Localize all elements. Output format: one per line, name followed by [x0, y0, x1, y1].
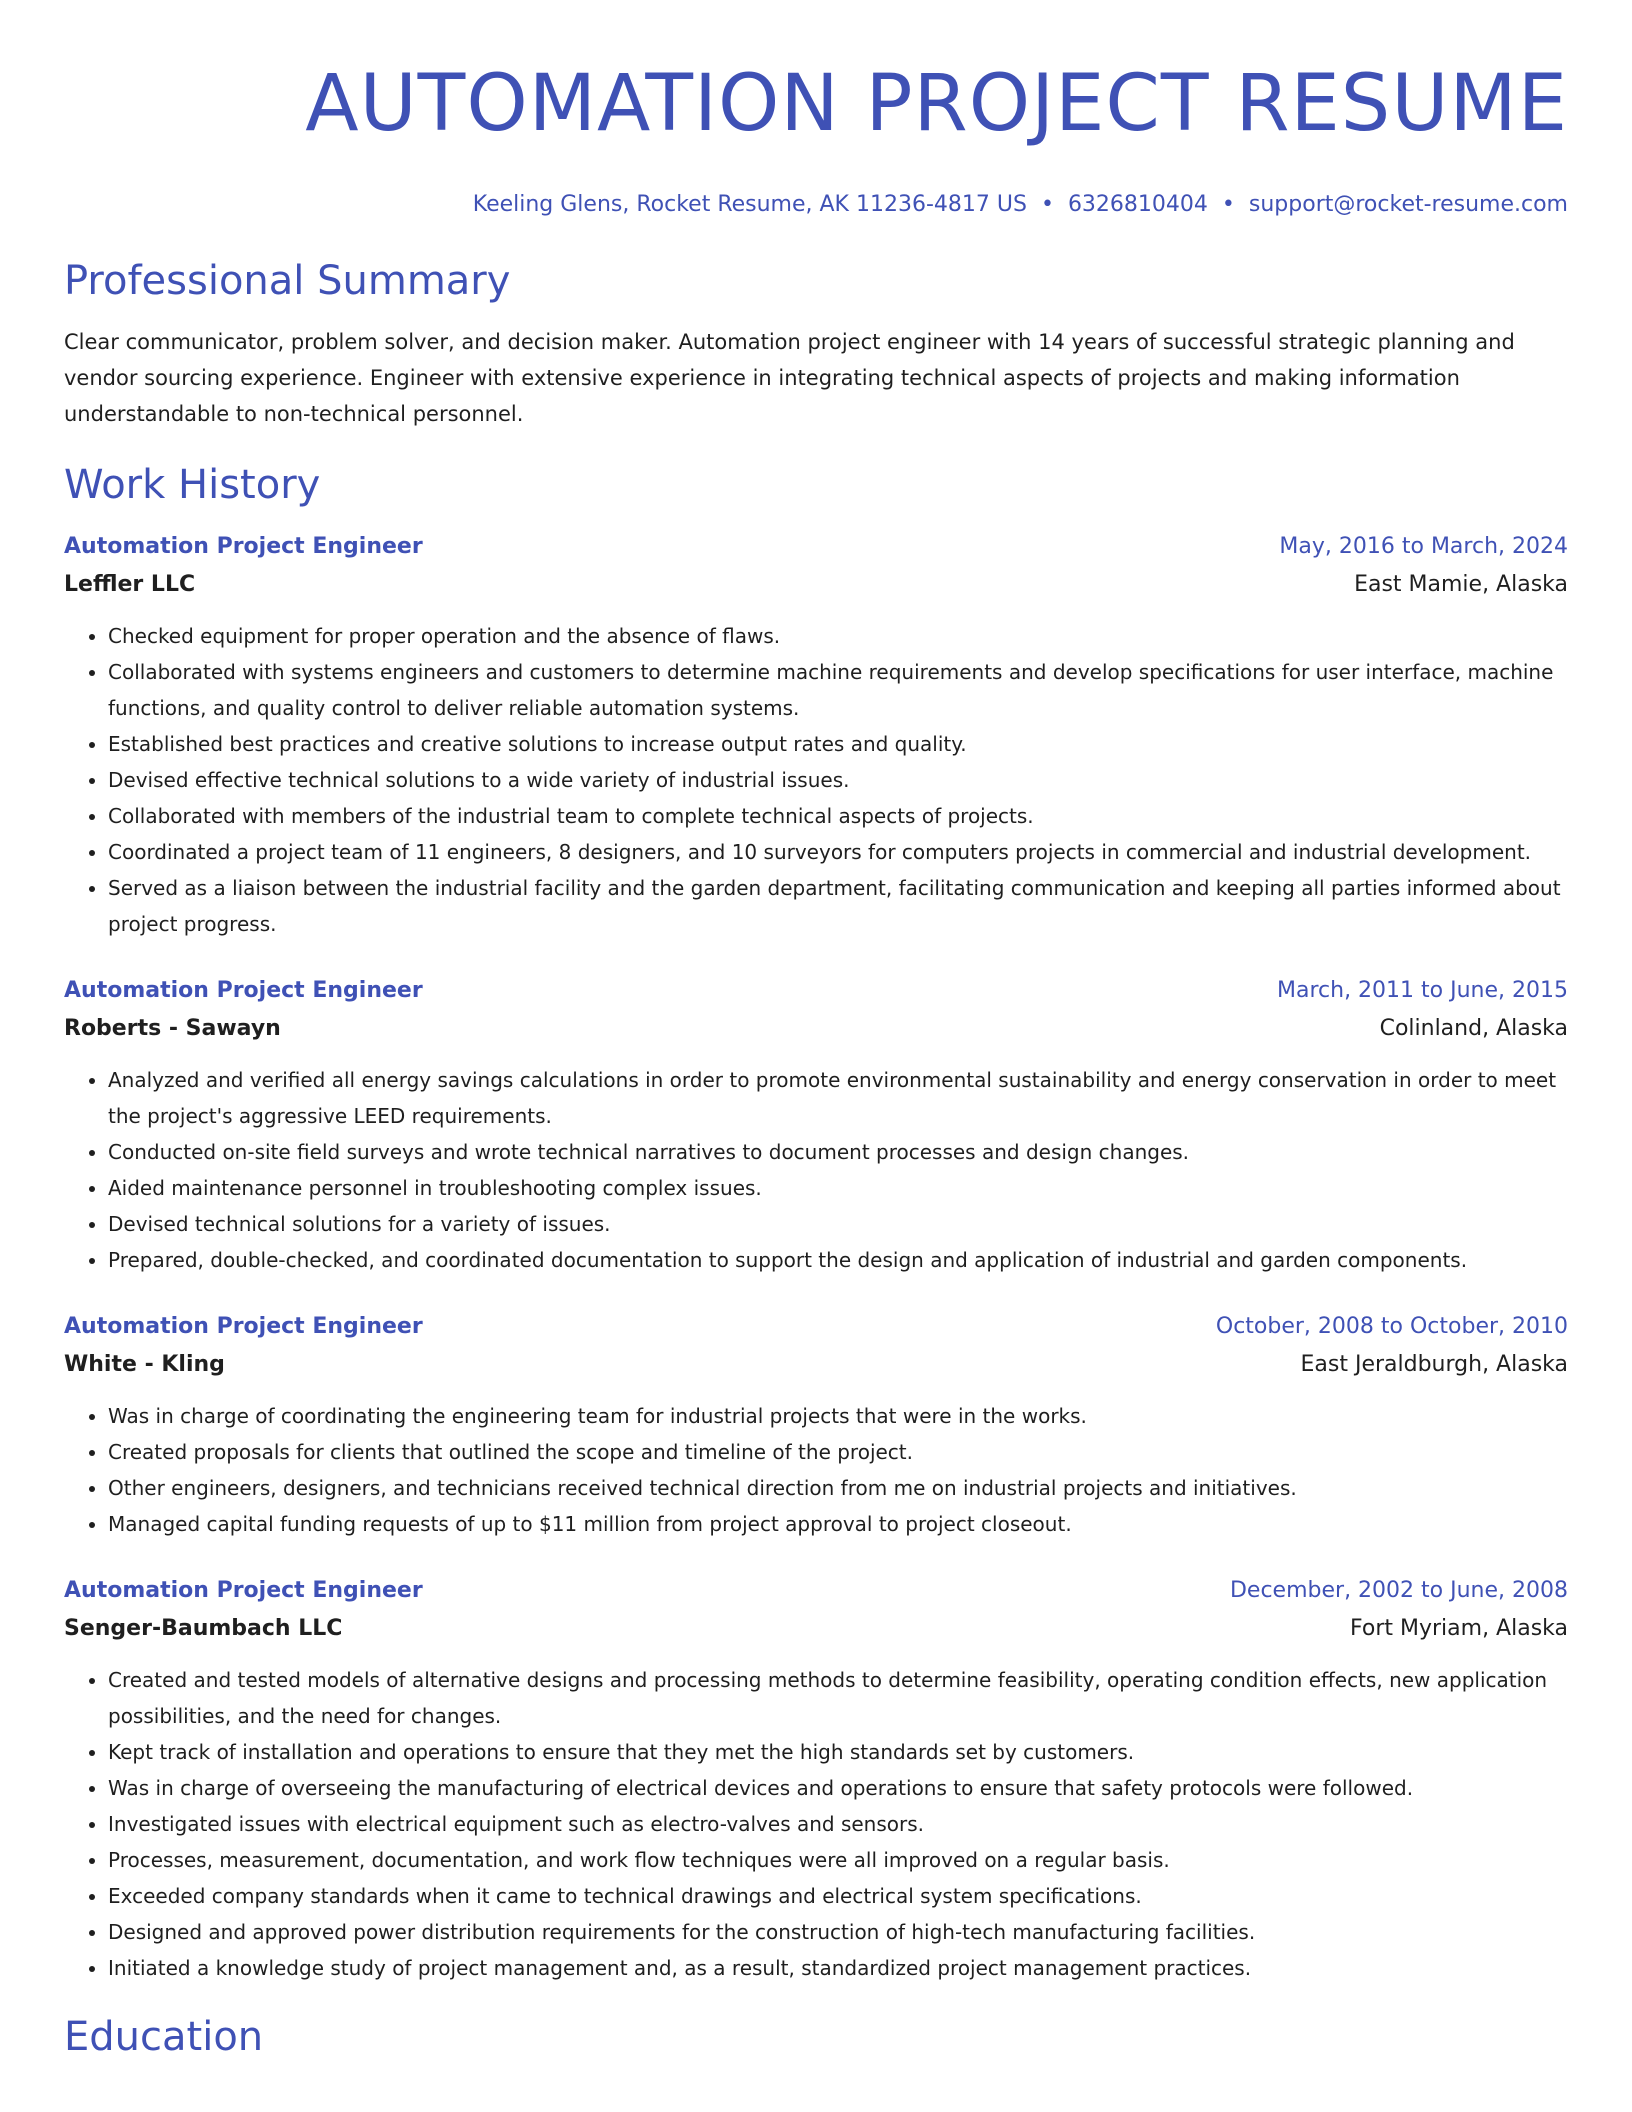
job-location: Colinland, Alaska [1379, 1016, 1568, 1041]
job-bullet: • Aided maintenance personnel in troubleshooting complex issues. [108, 1170, 1568, 1206]
job-bullet: • Managed capital funding requests of up to $11 million from project approval to project closeout. [108, 1506, 1568, 1542]
job-title-row [64, 528, 1568, 566]
job-company-row [64, 1010, 1568, 1048]
job-bullet: • Collaborated with systems engineers and customers to determine machine requirements and develop specifications for user interface, machine functions, and quality control to deliver reliable automation systems. [108, 654, 1568, 726]
job-dates: December, 2002 to June, 2008 [1229, 1578, 1568, 1603]
job-company: White - Kling [64, 1352, 225, 1377]
job-bullet-list [64, 1398, 1568, 1542]
job-title-row [64, 972, 1568, 1010]
job-dates: March, 2011 to June, 2015 [1277, 978, 1568, 1003]
resume-title: AUTOMATION PROJECT RESUME [305, 59, 1568, 149]
job-bullet: • Collaborated with members of the industrial team to complete technical aspects of projects. [108, 798, 1568, 834]
job-bullet: • Designed and approved power distribution requirements for the construction of high-tech manufacturing facilities. [108, 1914, 1568, 1950]
job-dates: October, 2008 to October, 2010 [1215, 1314, 1568, 1339]
job-bullet: • Created and tested models of alternative designs and processing methods to determine feasibility, operating condition effects, new application possibilities, and the need for changes. [108, 1662, 1568, 1734]
job-bullet: • Processes, measurement, documentation, and work flow techniques were all improved on a regular basis. [108, 1842, 1568, 1878]
job-bullet: • Other engineers, designers, and technicians received technical direction from me on industrial projects and initiatives. [108, 1470, 1568, 1506]
job-company-row [64, 1610, 1568, 1648]
job-company: Senger-Baumbach LLC [64, 1616, 343, 1641]
contact-line [64, 190, 1568, 220]
job-bullet: • Was in charge of coordinating the engineering team for industrial projects that were in the works. [108, 1398, 1568, 1434]
job-bullet: • Investigated issues with electrical equipment such as electro-valves and sensors. [108, 1806, 1568, 1842]
job-company: Roberts - Sawayn [64, 1016, 281, 1041]
education-heading: Education [64, 2014, 264, 2060]
job-bullet: • Created proposals for clients that outlined the scope and timeline of the project. [108, 1434, 1568, 1470]
contact-address: Keeling Glens, Rocket Resume, AK 11236-4817 US [472, 192, 1027, 217]
job-bullet: • Served as a liaison between the industrial facility and the garden department, facilitating communication and keeping all parties informed about project progress. [108, 870, 1568, 942]
contact-phone: 6326810404 [1067, 192, 1208, 217]
job-company: Leffler LLC [64, 572, 196, 597]
job-bullet: • Exceeded company standards when it came to technical drawings and electrical system specifications. [108, 1878, 1568, 1914]
resume-page [64, 0, 1568, 2062]
job-bullet: • Established best practices and creative solutions to increase output rates and quality. [108, 726, 1568, 762]
work-history-heading: Work History [64, 462, 321, 508]
job-title: Automation Project Engineer [64, 978, 423, 1003]
job-bullet: • Coordinated a project team of 11 engineers, 8 designers, and 10 surveyors for computers projects in commercial and industrial development. [108, 834, 1568, 870]
job-entry [64, 1308, 1568, 1542]
job-title: Automation Project Engineer [64, 1314, 423, 1339]
job-bullet-list [64, 1062, 1568, 1278]
job-bullet: • Devised effective technical solutions to a wide variety of industrial issues. [108, 762, 1568, 798]
job-location: Fort Myriam, Alaska [1350, 1616, 1568, 1641]
job-title: Automation Project Engineer [64, 534, 423, 559]
job-bullet: • Was in charge of overseeing the manufacturing of electrical devices and operations to ensure that safety protocols were followed. [108, 1770, 1568, 1806]
job-entry [64, 972, 1568, 1278]
job-bullet: • Prepared, double-checked, and coordinated documentation to support the design and application of industrial and garden components. [108, 1242, 1568, 1278]
job-dates: May, 2016 to March, 2024 [1279, 534, 1568, 559]
contact-email: support@rocket-resume.com [1248, 192, 1568, 217]
job-bullet-list [64, 618, 1568, 942]
job-bullet: • Initiated a knowledge study of project management and, as a result, standardized project management practices. [108, 1950, 1568, 1986]
contact-separator: • [1221, 192, 1235, 217]
job-bullet: • Kept track of installation and operations to ensure that they met the high standards set by customers. [108, 1734, 1568, 1770]
job-bullet-list [64, 1662, 1568, 1986]
job-company-row [64, 566, 1568, 604]
job-entry [64, 1572, 1568, 1986]
job-title-row [64, 1308, 1568, 1346]
summary-heading: Professional Summary [64, 258, 511, 304]
job-bullet: • Conducted on-site field surveys and wrote technical narratives to document processes and design changes. [108, 1134, 1568, 1170]
job-entry [64, 528, 1568, 942]
job-title-row [64, 1572, 1568, 1610]
contact-separator: • [1040, 192, 1054, 217]
job-company-row [64, 1346, 1568, 1384]
job-title: Automation Project Engineer [64, 1578, 423, 1603]
job-location: East Mamie, Alaska [1354, 572, 1568, 597]
job-bullet: • Analyzed and verified all energy savings calculations in order to promote environmental sustainability and energy conservation in order to meet the project's aggressive LEED requirements. [108, 1062, 1568, 1134]
summary-text: Clear communicator, problem solver, and decision maker. Automation project engineer with 14 years of successful strategic planning and vendor sourcing experience. Engineer with extensive experience in integrating technical aspects of projects and making information understandable to non-technical personnel. [64, 330, 1515, 426]
work-history-list [64, 528, 1568, 1986]
job-bullet: • Devised technical solutions for a variety of issues. [108, 1206, 1568, 1242]
job-bullet: • Checked equipment for proper operation and the absence of flaws. [108, 618, 1568, 654]
job-location: East Jeraldburgh, Alaska [1300, 1352, 1568, 1377]
